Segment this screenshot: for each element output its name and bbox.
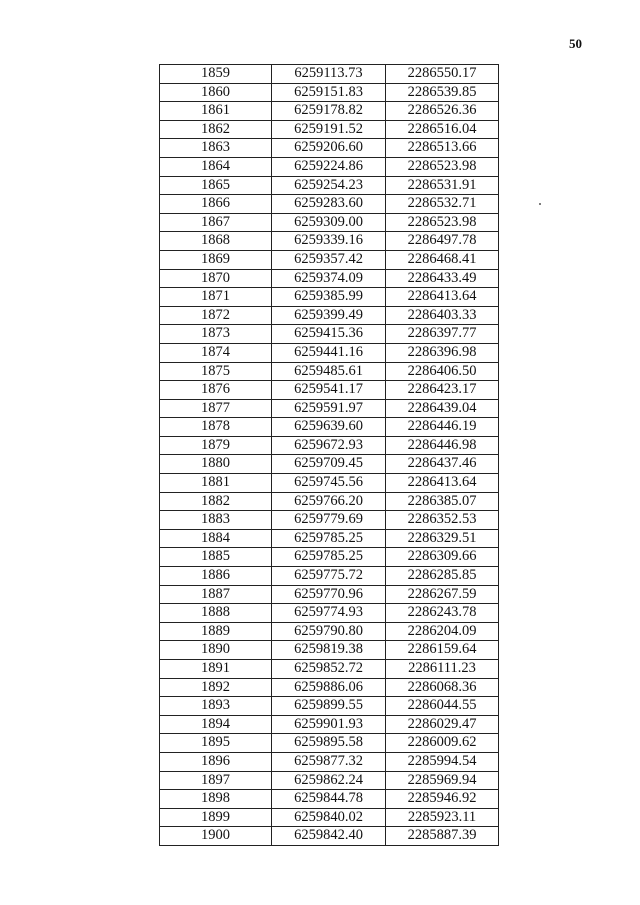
x-coordinate-cell: 6259224.86 bbox=[272, 157, 386, 176]
y-coordinate-cell: 2286446.98 bbox=[386, 436, 499, 455]
point-number-cell: 1887 bbox=[160, 585, 272, 604]
point-number-cell: 1899 bbox=[160, 808, 272, 827]
table-row bbox=[160, 343, 499, 362]
table-row bbox=[160, 790, 499, 809]
x-coordinate-cell: 6259339.16 bbox=[272, 232, 386, 251]
x-coordinate-cell: 6259819.38 bbox=[272, 641, 386, 660]
x-coordinate-cell: 6259844.78 bbox=[272, 790, 386, 809]
y-coordinate-cell: 2286204.09 bbox=[386, 622, 499, 641]
table-row bbox=[160, 567, 499, 586]
point-number-cell: 1861 bbox=[160, 102, 272, 121]
y-coordinate-cell: 2285969.94 bbox=[386, 771, 499, 790]
table-row bbox=[160, 678, 499, 697]
y-coordinate-cell: 2285994.54 bbox=[386, 752, 499, 771]
x-coordinate-cell: 6259709.45 bbox=[272, 455, 386, 474]
y-coordinate-cell: 2286532.71 bbox=[386, 195, 499, 214]
x-coordinate-cell: 6259191.52 bbox=[272, 120, 386, 139]
point-number-cell: 1863 bbox=[160, 139, 272, 158]
table-row bbox=[160, 715, 499, 734]
point-number-cell: 1866 bbox=[160, 195, 272, 214]
point-number-cell: 1869 bbox=[160, 250, 272, 269]
y-coordinate-cell: 2286413.64 bbox=[386, 474, 499, 493]
y-coordinate-cell: 2286513.66 bbox=[386, 139, 499, 158]
table-row bbox=[160, 418, 499, 437]
table-row bbox=[160, 232, 499, 251]
point-number-cell: 1880 bbox=[160, 455, 272, 474]
table-row bbox=[160, 827, 499, 846]
y-coordinate-cell: 2286539.85 bbox=[386, 83, 499, 102]
table-row bbox=[160, 362, 499, 381]
point-number-cell: 1864 bbox=[160, 157, 272, 176]
point-number-cell: 1894 bbox=[160, 715, 272, 734]
table-row bbox=[160, 102, 499, 121]
point-number-cell: 1891 bbox=[160, 660, 272, 679]
y-coordinate-cell: 2286550.17 bbox=[386, 65, 499, 84]
point-number-cell: 1883 bbox=[160, 511, 272, 530]
point-number-cell: 1876 bbox=[160, 381, 272, 400]
y-coordinate-cell: 2286423.17 bbox=[386, 381, 499, 400]
point-number-cell: 1870 bbox=[160, 269, 272, 288]
point-number-cell: 1868 bbox=[160, 232, 272, 251]
y-coordinate-cell: 2285923.11 bbox=[386, 808, 499, 827]
x-coordinate-cell: 6259541.17 bbox=[272, 381, 386, 400]
point-number-cell: 1877 bbox=[160, 399, 272, 418]
point-number-cell: 1893 bbox=[160, 697, 272, 716]
x-coordinate-cell: 6259415.36 bbox=[272, 325, 386, 344]
table-row bbox=[160, 381, 499, 400]
table-row bbox=[160, 455, 499, 474]
point-number-cell: 1862 bbox=[160, 120, 272, 139]
point-number-cell: 1886 bbox=[160, 567, 272, 586]
table-row bbox=[160, 585, 499, 604]
y-coordinate-cell: 2286406.50 bbox=[386, 362, 499, 381]
point-number-cell: 1897 bbox=[160, 771, 272, 790]
table-row bbox=[160, 734, 499, 753]
y-coordinate-cell: 2285887.39 bbox=[386, 827, 499, 846]
y-coordinate-cell: 2286111.23 bbox=[386, 660, 499, 679]
x-coordinate-cell: 6259899.55 bbox=[272, 697, 386, 716]
point-number-cell: 1873 bbox=[160, 325, 272, 344]
y-coordinate-cell: 2286497.78 bbox=[386, 232, 499, 251]
y-coordinate-cell: 2286285.85 bbox=[386, 567, 499, 586]
x-coordinate-cell: 6259374.09 bbox=[272, 269, 386, 288]
y-coordinate-cell: 2286352.53 bbox=[386, 511, 499, 530]
point-number-cell: 1872 bbox=[160, 306, 272, 325]
x-coordinate-cell: 6259886.06 bbox=[272, 678, 386, 697]
x-coordinate-cell: 6259254.23 bbox=[272, 176, 386, 195]
x-coordinate-cell: 6259441.16 bbox=[272, 343, 386, 362]
point-number-cell: 1860 bbox=[160, 83, 272, 102]
x-coordinate-cell: 6259790.80 bbox=[272, 622, 386, 641]
x-coordinate-cell: 6259785.25 bbox=[272, 548, 386, 567]
point-number-cell: 1898 bbox=[160, 790, 272, 809]
table-row bbox=[160, 139, 499, 158]
y-coordinate-cell: 2286309.66 bbox=[386, 548, 499, 567]
table-row bbox=[160, 213, 499, 232]
table-row bbox=[160, 250, 499, 269]
x-coordinate-cell: 6259309.00 bbox=[272, 213, 386, 232]
y-coordinate-cell: 2286526.36 bbox=[386, 102, 499, 121]
y-coordinate-cell: 2286523.98 bbox=[386, 157, 499, 176]
y-coordinate-cell: 2286159.64 bbox=[386, 641, 499, 660]
x-coordinate-cell: 6259745.56 bbox=[272, 474, 386, 493]
point-number-cell: 1867 bbox=[160, 213, 272, 232]
y-coordinate-cell: 2286433.49 bbox=[386, 269, 499, 288]
x-coordinate-cell: 6259399.49 bbox=[272, 306, 386, 325]
y-coordinate-cell: 2286516.04 bbox=[386, 120, 499, 139]
point-number-cell: 1892 bbox=[160, 678, 272, 697]
x-coordinate-cell: 6259591.97 bbox=[272, 399, 386, 418]
x-coordinate-cell: 6259785.25 bbox=[272, 529, 386, 548]
x-coordinate-cell: 6259770.96 bbox=[272, 585, 386, 604]
y-coordinate-cell: 2286044.55 bbox=[386, 697, 499, 716]
point-number-cell: 1884 bbox=[160, 529, 272, 548]
x-coordinate-cell: 6259766.20 bbox=[272, 492, 386, 511]
x-coordinate-cell: 6259639.60 bbox=[272, 418, 386, 437]
x-coordinate-cell: 6259774.93 bbox=[272, 604, 386, 623]
table-row bbox=[160, 399, 499, 418]
point-number-cell: 1896 bbox=[160, 752, 272, 771]
table-row bbox=[160, 529, 499, 548]
x-coordinate-cell: 6259779.69 bbox=[272, 511, 386, 530]
y-coordinate-cell: 2286403.33 bbox=[386, 306, 499, 325]
point-number-cell: 1890 bbox=[160, 641, 272, 660]
x-coordinate-cell: 6259775.72 bbox=[272, 567, 386, 586]
y-coordinate-cell: 2286413.64 bbox=[386, 288, 499, 307]
point-number-cell: 1888 bbox=[160, 604, 272, 623]
x-coordinate-cell: 6259206.60 bbox=[272, 139, 386, 158]
y-coordinate-cell: 2286397.77 bbox=[386, 325, 499, 344]
table-row bbox=[160, 808, 499, 827]
y-coordinate-cell: 2286068.36 bbox=[386, 678, 499, 697]
x-coordinate-cell: 6259840.02 bbox=[272, 808, 386, 827]
table-row bbox=[160, 752, 499, 771]
point-number-cell: 1895 bbox=[160, 734, 272, 753]
point-number-cell: 1889 bbox=[160, 622, 272, 641]
table-row bbox=[160, 65, 499, 84]
table-row bbox=[160, 604, 499, 623]
table-row bbox=[160, 622, 499, 641]
coordinates-table-body bbox=[160, 65, 499, 846]
x-coordinate-cell: 6259357.42 bbox=[272, 250, 386, 269]
point-number-cell: 1882 bbox=[160, 492, 272, 511]
table-row bbox=[160, 641, 499, 660]
table-row bbox=[160, 83, 499, 102]
point-number-cell: 1885 bbox=[160, 548, 272, 567]
x-coordinate-cell: 6259178.82 bbox=[272, 102, 386, 121]
point-number-cell: 1865 bbox=[160, 176, 272, 195]
coordinates-table bbox=[159, 64, 499, 846]
table-row bbox=[160, 548, 499, 567]
point-number-cell: 1875 bbox=[160, 362, 272, 381]
y-coordinate-cell: 2286439.04 bbox=[386, 399, 499, 418]
y-coordinate-cell: 2285946.92 bbox=[386, 790, 499, 809]
table-row bbox=[160, 176, 499, 195]
table-row bbox=[160, 288, 499, 307]
y-coordinate-cell: 2286243.78 bbox=[386, 604, 499, 623]
table-row bbox=[160, 436, 499, 455]
point-number-cell: 1871 bbox=[160, 288, 272, 307]
table-row bbox=[160, 492, 499, 511]
point-number-cell: 1859 bbox=[160, 65, 272, 84]
y-coordinate-cell: 2286437.46 bbox=[386, 455, 499, 474]
stray-mark bbox=[539, 203, 541, 205]
y-coordinate-cell: 2286523.98 bbox=[386, 213, 499, 232]
table-row bbox=[160, 474, 499, 493]
table-row bbox=[160, 771, 499, 790]
y-coordinate-cell: 2286385.07 bbox=[386, 492, 499, 511]
point-number-cell: 1881 bbox=[160, 474, 272, 493]
x-coordinate-cell: 6259113.73 bbox=[272, 65, 386, 84]
point-number-cell: 1878 bbox=[160, 418, 272, 437]
table-row bbox=[160, 157, 499, 176]
y-coordinate-cell: 2286468.41 bbox=[386, 250, 499, 269]
x-coordinate-cell: 6259877.32 bbox=[272, 752, 386, 771]
point-number-cell: 1900 bbox=[160, 827, 272, 846]
x-coordinate-cell: 6259842.40 bbox=[272, 827, 386, 846]
x-coordinate-cell: 6259283.60 bbox=[272, 195, 386, 214]
x-coordinate-cell: 6259151.83 bbox=[272, 83, 386, 102]
y-coordinate-cell: 2286029.47 bbox=[386, 715, 499, 734]
table-row bbox=[160, 269, 499, 288]
y-coordinate-cell: 2286531.91 bbox=[386, 176, 499, 195]
y-coordinate-cell: 2286329.51 bbox=[386, 529, 499, 548]
x-coordinate-cell: 6259852.72 bbox=[272, 660, 386, 679]
point-number-cell: 1879 bbox=[160, 436, 272, 455]
table-row bbox=[160, 660, 499, 679]
y-coordinate-cell: 2286267.59 bbox=[386, 585, 499, 604]
table-row bbox=[160, 306, 499, 325]
table-row bbox=[160, 325, 499, 344]
table-row bbox=[160, 697, 499, 716]
point-number-cell: 1874 bbox=[160, 343, 272, 362]
table-row bbox=[160, 195, 499, 214]
table-row bbox=[160, 511, 499, 530]
x-coordinate-cell: 6259385.99 bbox=[272, 288, 386, 307]
x-coordinate-cell: 6259672.93 bbox=[272, 436, 386, 455]
x-coordinate-cell: 6259901.93 bbox=[272, 715, 386, 734]
x-coordinate-cell: 6259862.24 bbox=[272, 771, 386, 790]
x-coordinate-cell: 6259895.58 bbox=[272, 734, 386, 753]
y-coordinate-cell: 2286396.98 bbox=[386, 343, 499, 362]
y-coordinate-cell: 2286009.62 bbox=[386, 734, 499, 753]
table-row bbox=[160, 120, 499, 139]
y-coordinate-cell: 2286446.19 bbox=[386, 418, 499, 437]
x-coordinate-cell: 6259485.61 bbox=[272, 362, 386, 381]
page-number: 50 bbox=[569, 36, 582, 51]
